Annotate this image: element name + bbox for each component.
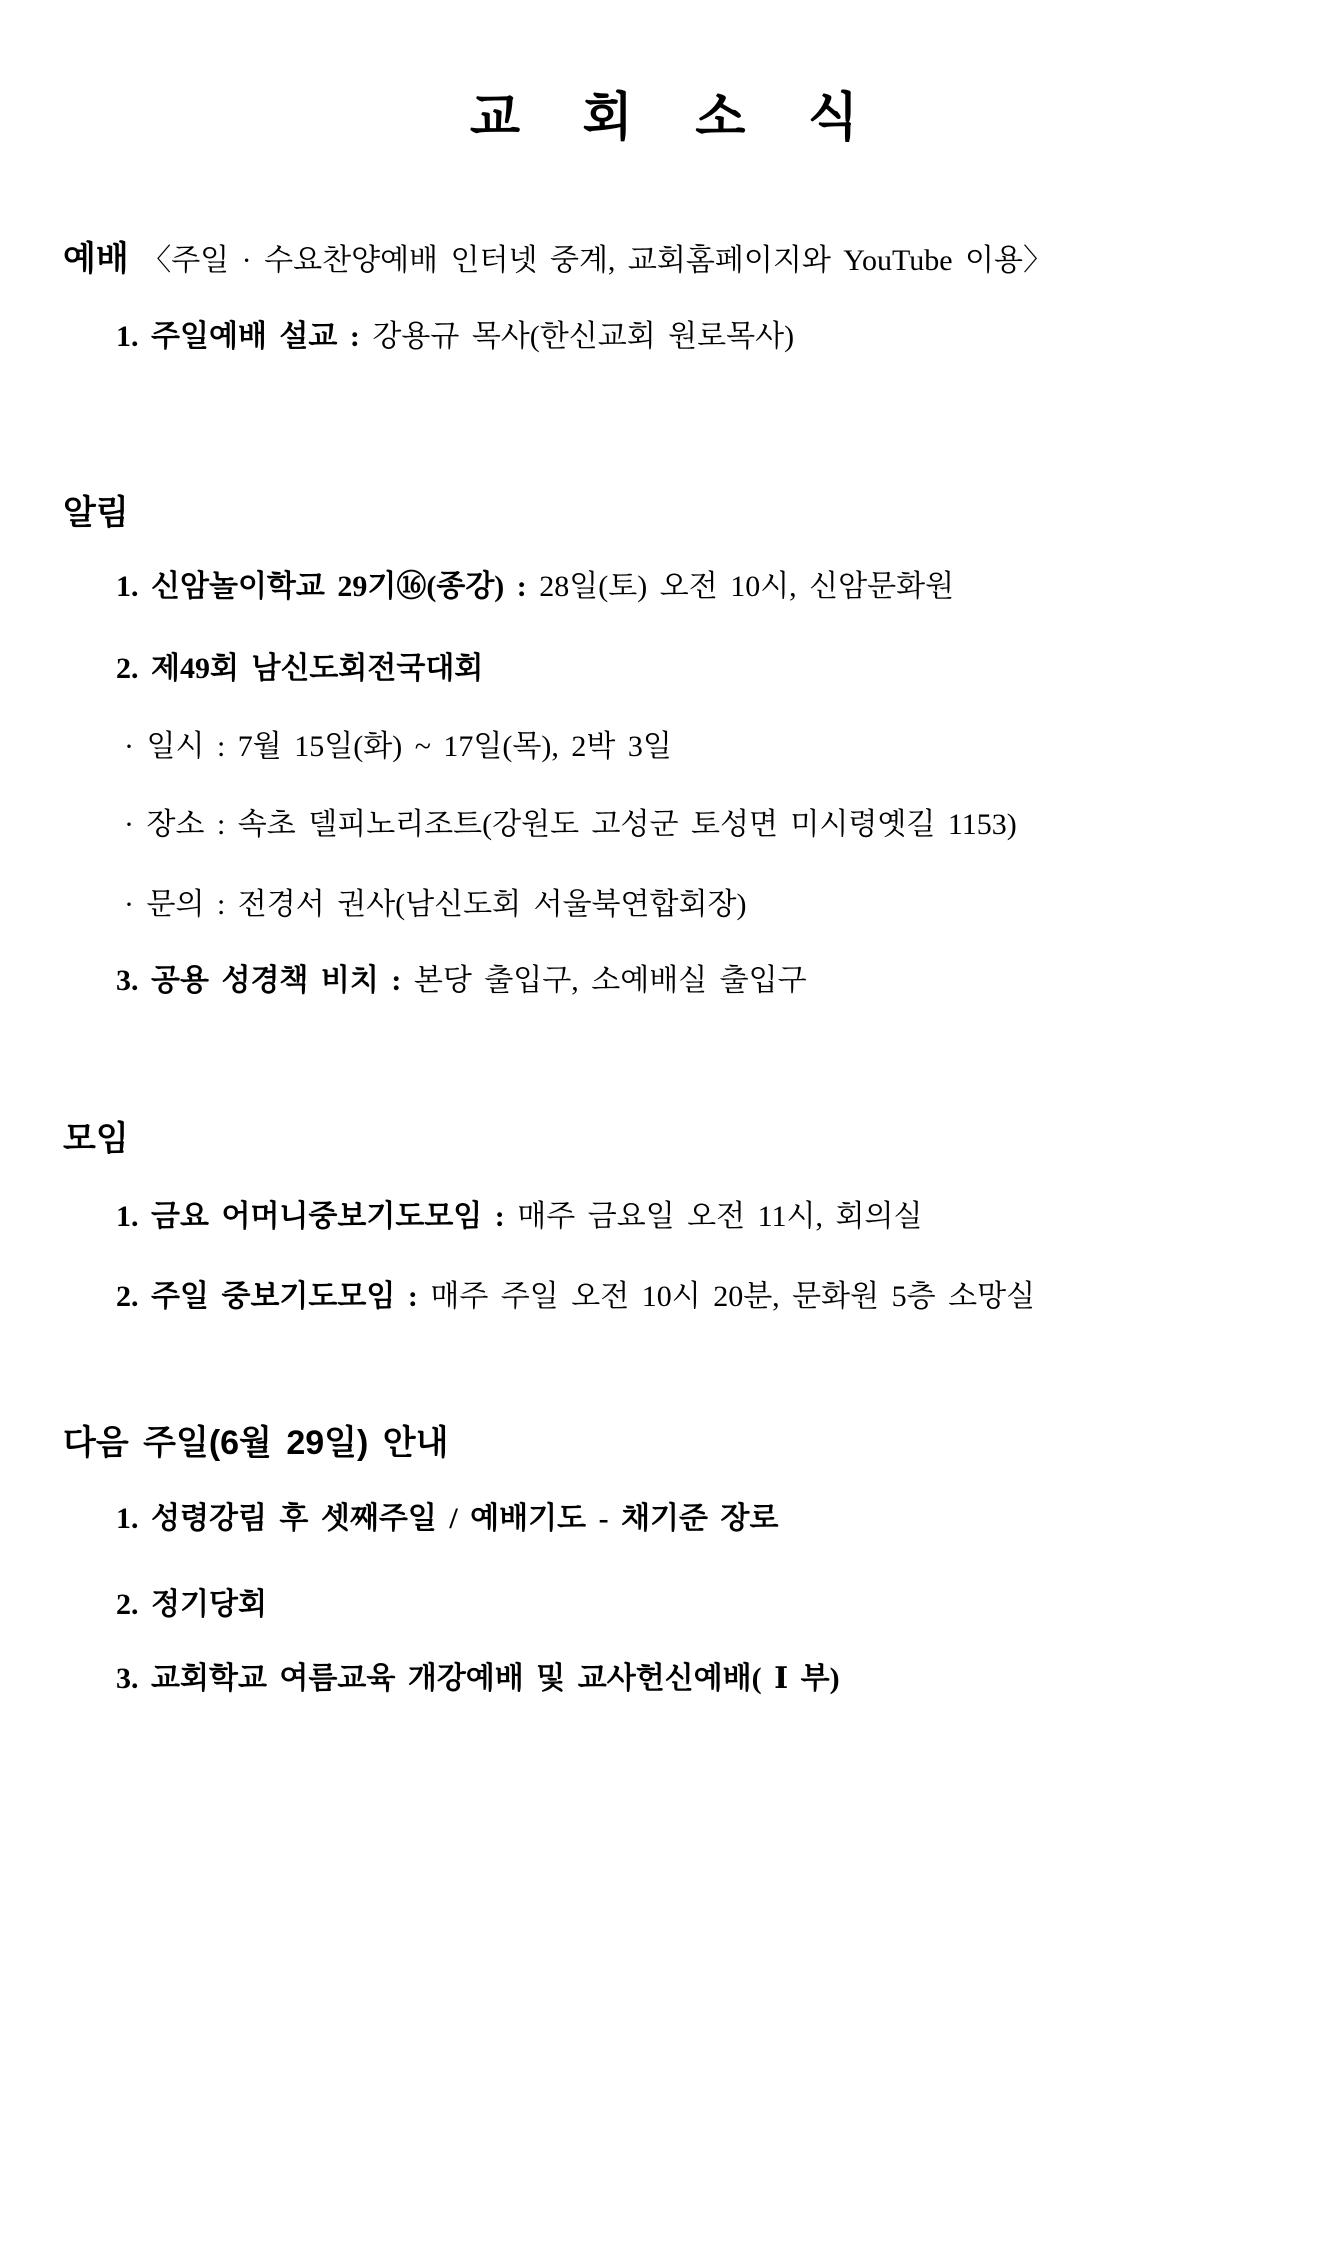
notices-heading: 알림: [63, 494, 129, 532]
meetings-header-line: [63, 1118, 129, 1161]
notices-header-line: [63, 492, 129, 535]
notices-item-2-sub-date: · 일시 : 7월 15일(화) ~ 17일(목), 2박 3일: [124, 730, 672, 763]
page-title: 교 회 소 식: [469, 89, 865, 147]
notices-item-2-sub-place: · 장소 : 속초 델피노리조트(강원도 고성군 토성면 미시령옛길 1153): [124, 808, 1017, 841]
notices-item-3-lead: 3. 공용 성경책 비치 :: [116, 964, 414, 997]
worship-item-1: [116, 318, 794, 356]
next-sunday-item-2: 2. 정기당회: [116, 1588, 267, 1621]
meetings-item-1-text: 매주 금요일 오전 11시, 회의실: [517, 1200, 923, 1233]
meetings-heading: 모임: [63, 1120, 129, 1158]
worship-subtitle: 〈주일 · 수요찬양예배 인터넷 중계, 교회홈페이지와 YouTube 이용〉: [141, 244, 1054, 277]
meetings-item-2-lead: 2. 주일 중보기도모임 :: [116, 1280, 431, 1313]
worship-item-1-text: 강용규 목사(한신교회 원로목사): [372, 320, 795, 353]
notices-item-3-text: 본당 출입구, 소예배실 출입구: [413, 964, 807, 997]
next-sunday-header-line: [63, 1422, 448, 1465]
notices-item-2: [116, 650, 483, 688]
notices-item-3: [116, 962, 807, 1000]
meetings-item-1-lead: 1. 금요 어머니중보기도모임 :: [116, 1200, 518, 1233]
meetings-item-2: [116, 1278, 1035, 1316]
next-sunday-heading: 다음 주일(6월 29일) 안내: [63, 1424, 449, 1462]
worship-item-1-lead: 1. 주일예배 설교 :: [116, 320, 373, 353]
notices-item-2-lead: 2. 제49회 남신도회전국대회: [116, 652, 484, 685]
meetings-item-1: [116, 1198, 922, 1236]
next-sunday-item-3: 3. 교회학교 여름교육 개강예배 및 교사헌신예배( Ⅰ 부): [116, 1662, 840, 1695]
next-sunday-item-1: 1. 성령강림 후 셋째주일 / 예배기도 - 채기준 장로: [116, 1502, 779, 1535]
worship-header-line: [63, 238, 1053, 281]
notices-item-1-lead: 1. 신암놀이학교 29기⑯(종강) :: [116, 570, 540, 603]
meetings-item-2-text: 매주 주일 오전 10시 20분, 문화원 5층 소망실: [430, 1280, 1036, 1313]
worship-heading: 예배: [63, 240, 129, 278]
notices-item-1-text: 28일(토) 오전 10시, 신암문화원: [539, 570, 955, 603]
notices-item-2-sub-contact: · 문의 : 전경서 권사(남신도회 서울북연합회장): [124, 888, 747, 921]
notices-item-1: [116, 568, 954, 606]
